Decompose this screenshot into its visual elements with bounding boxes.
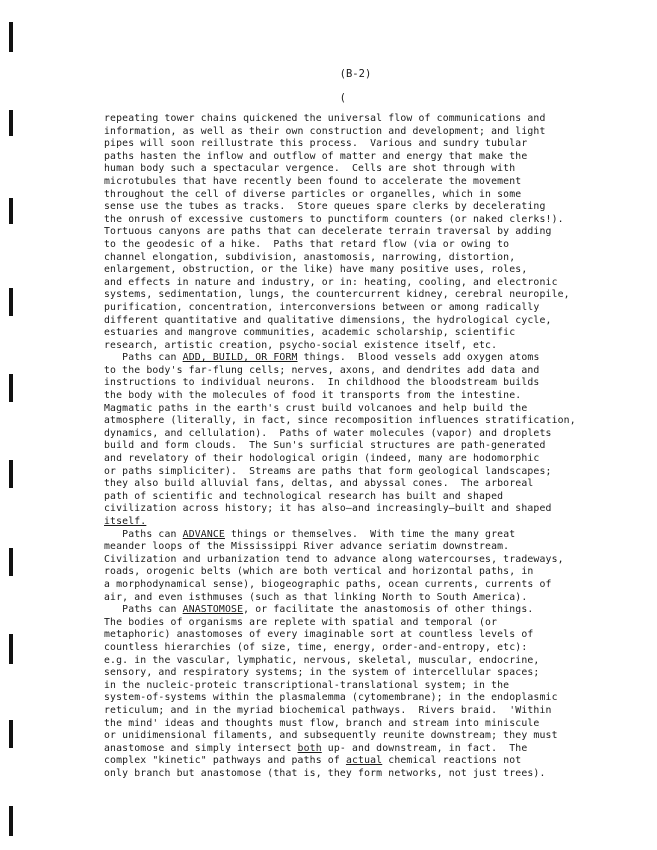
text-line: a morphodynamical sense), biogeographic paths, ocean currents, currents of <box>104 578 552 590</box>
page-label <box>327 56 371 104</box>
text-line: path of scientific and technological research has built and shaped <box>104 490 504 502</box>
text-line: pipes will soon reillustrate this process. Various and sundry tubular <box>104 138 528 150</box>
text-line: reticulum; and in the myriad biochemical pathways. Rivers braid. 'Within <box>104 704 552 716</box>
body-text <box>104 113 649 780</box>
text-line: estuaries and mangrove communities, academic scholarship, scientific <box>104 327 516 339</box>
text-line: paths hasten the inflow and outflow of matter and energy that make the <box>104 150 528 162</box>
text-line: air, and even isthmuses (such as that linking North to South America). <box>104 591 528 603</box>
text-line: sensory, and respiratory systems; in the system of intercellular spaces; <box>104 667 540 679</box>
text-line: instructions to individual neurons. In childhood the bloodstream builds <box>104 377 540 389</box>
margin-bar <box>9 198 13 224</box>
text-line: to the body's far-flung cells; nerves, axons, and dendrites add data and <box>104 364 540 376</box>
text-line: sense use the tubes as tracks. Store queues spare clerks by decelerating <box>104 201 546 213</box>
text-line: metaphoric) anastomoses of every imaginable sort at countless levels of <box>104 629 534 641</box>
text-line: The bodies of organisms are replete with spatial and temporal (or <box>104 616 498 628</box>
text-line: Paths can ADVANCE things or themselves. With time the many great <box>104 528 516 540</box>
text-line: meander loops of the Mississippi River advance seriatim downstream. <box>104 541 510 553</box>
text-line: purification, concentration, interconversions between or among radically <box>104 301 540 313</box>
text-line: enlargement, obstruction, or the like) have many positive uses, roles, <box>104 264 528 276</box>
text-line: and effects in nature and industry, or in: heating, cooling, and electronic <box>104 276 558 288</box>
text-line: system-of-systems within the plasmalemma (cytomembrane); in the endoplasmic <box>104 692 558 704</box>
text-line: or unidimensional filaments, and subsequently reunite downstream; they must <box>104 730 558 742</box>
margin-bar <box>9 288 13 316</box>
page-number: (B-2) <box>339 68 372 80</box>
text-line: Tortuous canyons are paths that can decelerate terrain traversal by adding <box>104 226 552 238</box>
text-line: different quantitative and qualitative dimensions, the hydrological cycle, <box>104 314 552 326</box>
text-line: systems, sedimentation, lungs, the countercurrent kidney, cerebral neuropile, <box>104 289 570 301</box>
text-line: civilization across history; it has also—and increasingly—built and shaped <box>104 503 552 515</box>
text-line: or paths simpliciter). Streams are paths that form geological landscapes; <box>104 465 552 477</box>
text-line: to the geodesic of a hike. Paths that retard flow (via or owing to <box>104 238 510 250</box>
text-line: research, artistic creation, psycho-social existence itself, etc. <box>104 339 498 351</box>
margin-bar <box>9 460 13 488</box>
text-line: in the nucleic-proteic transcriptional-translational system; in the <box>104 679 510 691</box>
text-line: countless hierarchies (of size, time, energy, order-and-entropy, etc): <box>104 641 528 653</box>
text-line: dynamics, and cellulation). Paths of water molecules (vapor) and droplets <box>104 427 552 439</box>
text-line: anastomose and simply intersect both up- and downstream, in fact. The <box>104 742 528 754</box>
text-line: throughout the cell of diverse particles or organelles, which in some <box>104 188 522 200</box>
margin-bar <box>9 806 13 836</box>
text-line: information, as well as their own construction and development; and light <box>104 125 546 137</box>
text-line: Civilization and urbanization tend to advance along watercourses, tradeways, <box>104 553 564 565</box>
text-line: the mind' ideas and thoughts must flow, branch and stream into miniscule <box>104 717 540 729</box>
text-line: Paths can ADD, BUILD, OR FORM things. Blood vessels add oxygen atoms <box>104 352 540 364</box>
text-line: and revelatory of their hodological origin (indeed, many are hodomorphic <box>104 453 540 465</box>
text-line: human body such a spectacular vergence. Cells are shot through with <box>104 163 516 175</box>
text-line: microtubules that have recently been found to accelerate the movement <box>104 175 522 187</box>
text-line: the body with the molecules of food it transports from the intestine. <box>104 390 522 402</box>
text-line: itself. <box>104 516 147 527</box>
text-line: complex "kinetic" pathways and paths of actual chemical reactions not <box>104 755 522 767</box>
margin-bar <box>9 548 13 576</box>
text-line: Magmatic paths in the earth's crust build volcanoes and help build the <box>104 402 528 414</box>
text-line: channel elongation, subdivision, anastomosis, narrowing, distortion, <box>104 251 516 263</box>
text-line: repeating tower chains quickened the universal flow of communications and <box>104 113 546 124</box>
margin-bar <box>9 374 13 402</box>
page-number-paren: ( <box>339 92 346 104</box>
text-line: e.g. in the vascular, lymphatic, nervous, skeletal, muscular, endocrine, <box>104 654 540 666</box>
margin-bar <box>9 110 13 136</box>
text-line: build and form clouds. The Sun's surficial structures are path-generated <box>104 440 546 452</box>
margin-bar <box>9 22 13 52</box>
text-line: they also build alluvial fans, deltas, and abyssal cones. The arboreal <box>104 478 534 490</box>
text-line: the onrush of excessive customers to punctiform counters (or naked clerks!). <box>104 213 564 225</box>
text-line: only branch but anastomose (that is, they form networks, not just trees). <box>104 767 546 779</box>
margin-bar <box>9 720 13 748</box>
text-line: atmosphere (literally, in fact, since recomposition influences stratification, <box>104 415 576 427</box>
text-line: roads, orogenic belts (which are both vertical and horizontal paths, in <box>104 566 534 578</box>
text-line: Paths can ANASTOMOSE, or facilitate the anastomosis of other things. <box>104 604 534 616</box>
margin-bar <box>9 634 13 664</box>
